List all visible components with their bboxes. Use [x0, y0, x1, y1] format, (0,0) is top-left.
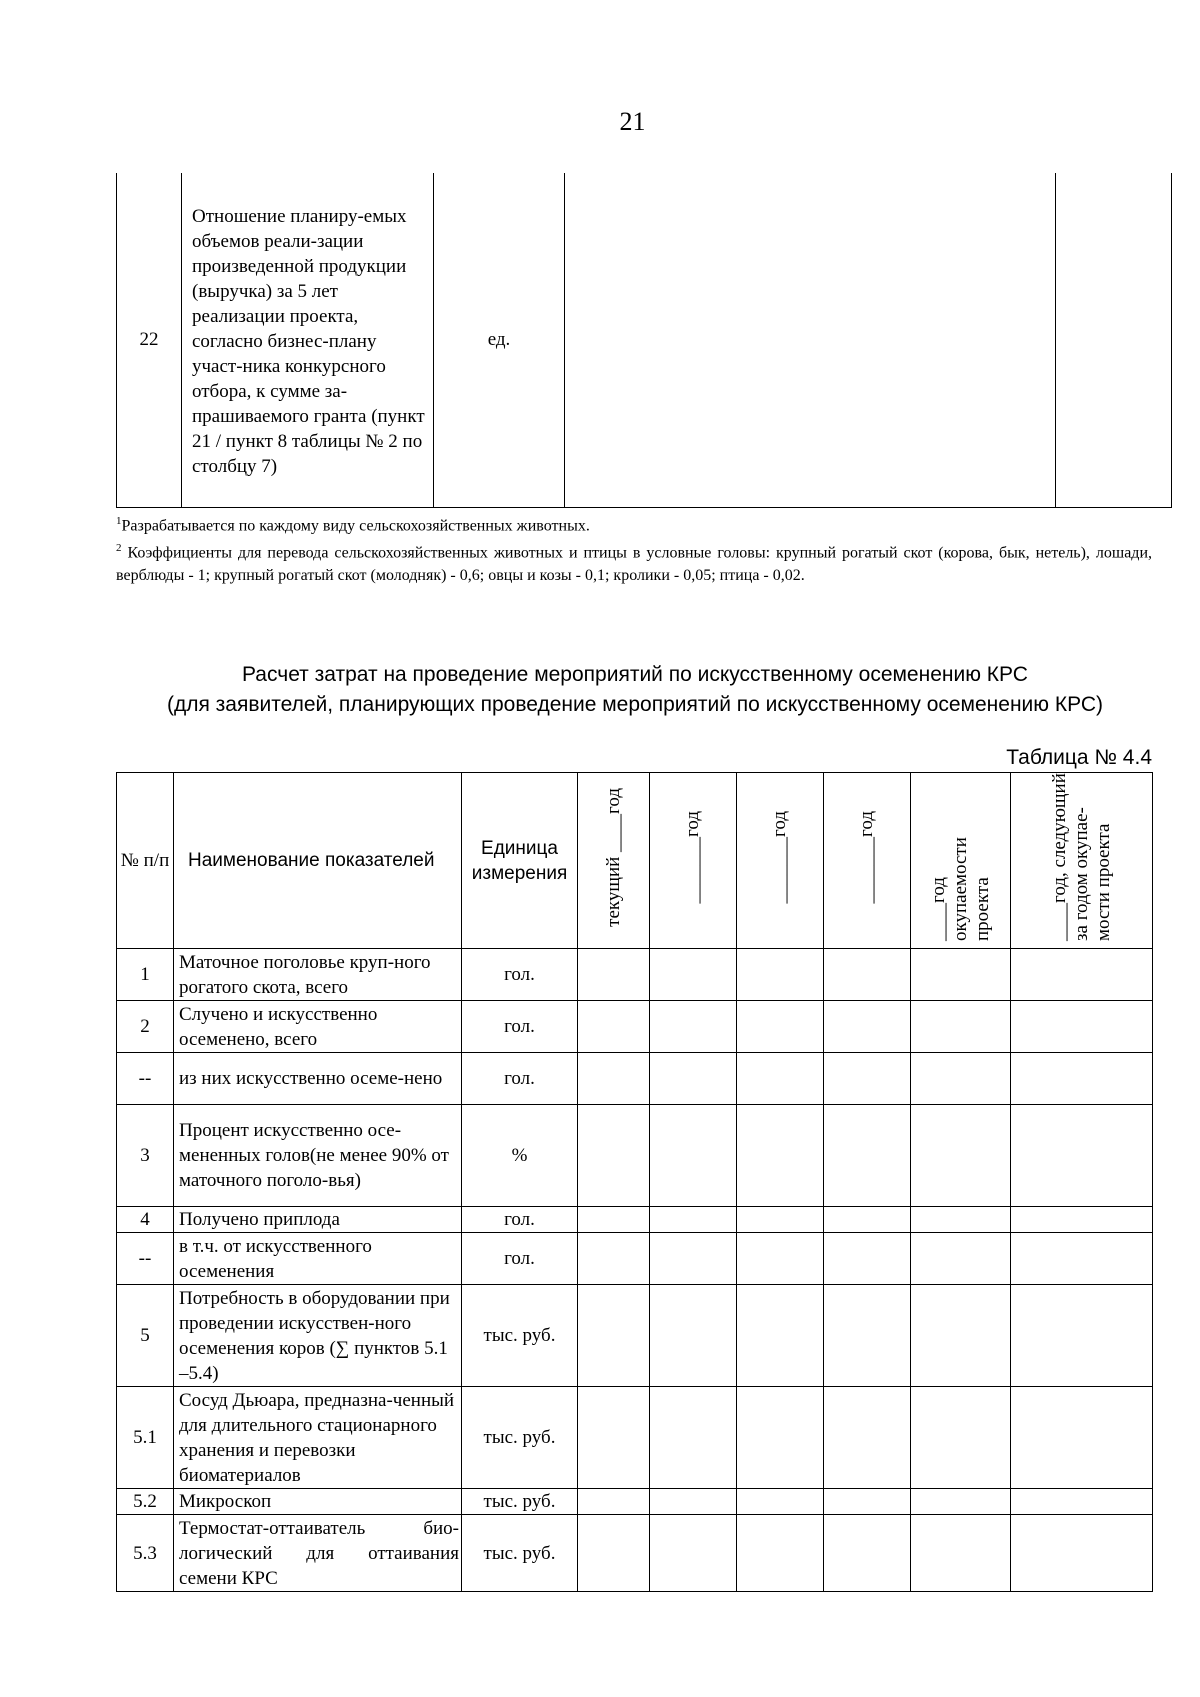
value-cell	[911, 1489, 1011, 1515]
row-number: 5	[117, 1285, 174, 1387]
row-number: --	[117, 1053, 174, 1105]
value-cell	[824, 1387, 911, 1489]
header-row	[117, 773, 1153, 949]
value-cell	[650, 949, 737, 1001]
unit-cell: %	[462, 1105, 578, 1207]
indicator-name: Термостат-оттаиватель био-логический для оттаивания семени КРС	[174, 1515, 462, 1592]
value-cell	[650, 1001, 737, 1053]
value-cell	[1011, 1489, 1153, 1515]
indicator-name: Маточное поголовье круп-ного рогатого скота, всего	[174, 949, 462, 1001]
value-cell	[1011, 1285, 1153, 1387]
value-cell	[650, 1105, 737, 1207]
unit-cell: гол.	[462, 1053, 578, 1105]
value-cell	[650, 1053, 737, 1105]
table-row	[117, 1053, 1153, 1105]
footnote-2: $^2$ Коэффициенты для перевода сельскохозяйственных животных и птицы в условные головы: крупный рогатый скот (корова, бык, нетель), лошади, верблюды - 1; крупный рогатый скот (молодняк) - 0,6; овцы и козы - 0,1; кролики - 0,05; птица - 0,02.	[116, 542, 1152, 584]
value-cell	[1011, 949, 1153, 1001]
section-title: Расчет затрат на проведение мероприятий по искусственному осеменению КРС (для заявителей, планирующих проведение мероприятий по искусственному осеменению КРС)	[166, 663, 1104, 716]
value-cell	[911, 1515, 1011, 1592]
value-cell	[824, 1233, 911, 1285]
row-number: 4	[117, 1207, 174, 1233]
unit-cell: гол.	[462, 1207, 578, 1233]
value-cell	[911, 1053, 1011, 1105]
value-cell	[650, 1285, 737, 1387]
footnotes	[116, 510, 1152, 587]
unit-cell: гол.	[462, 1233, 578, 1285]
unit-cell: ед.	[434, 173, 565, 507]
row-number: 1	[117, 949, 174, 1001]
value-cell	[824, 1105, 911, 1207]
value-cell	[578, 1285, 650, 1387]
indicator-name: Потребность в оборудовании при проведении искусствен-ного осеменения коров (∑ пунктов 5.1 –5.4)	[174, 1285, 462, 1387]
value-cell	[824, 1285, 911, 1387]
table-row	[117, 1207, 1153, 1233]
header-year-1: текущий ____год	[578, 773, 650, 949]
row-number: 5.3	[117, 1515, 174, 1592]
value-cell	[911, 1105, 1011, 1207]
row-number: 3	[117, 1105, 174, 1207]
value-cell	[578, 1233, 650, 1285]
unit-cell: тыс. руб.	[462, 1515, 578, 1592]
value-cell	[737, 1489, 824, 1515]
unit-cell: тыс. руб.	[462, 1387, 578, 1489]
indicator-name: Случено и искусственно осеменено, всего	[174, 1001, 462, 1053]
value-cell	[650, 1233, 737, 1285]
value-cell	[578, 1105, 650, 1207]
table-row	[117, 1001, 1153, 1053]
indicator-name: Сосуд Дьюара, предназна-ченный для длительного стационарного хранения и перевозки биоматериалов	[174, 1387, 462, 1489]
value-cell	[737, 1053, 824, 1105]
value-cell	[737, 949, 824, 1001]
table-row	[117, 1105, 1153, 1207]
value-cell	[1011, 1105, 1153, 1207]
value-cell	[737, 1515, 824, 1592]
indicator-name: в т.ч. от искусственного осеменения	[174, 1233, 462, 1285]
table-row	[117, 1233, 1153, 1285]
value-cell	[1011, 1387, 1153, 1489]
header-year-2: _______год	[650, 773, 737, 949]
indicator-name: из них искусственно осеме-нено	[174, 1053, 462, 1105]
indicator-name: Отношение планиру-емых объемов реали-зации произведенной продукции (выручка) за 5 лет реализации проекта, согласно бизнес-плану участ-ника конкурсного отбора, к сумме за-прашиваемого гранта (пункт 21 / пункт 8 таблицы № 2 по столбцу 7)	[182, 173, 434, 507]
table-row	[117, 1387, 1153, 1489]
cost-table	[116, 772, 1153, 1592]
value-cell	[824, 1489, 911, 1515]
table-row	[117, 949, 1153, 1001]
value-cell	[911, 1233, 1011, 1285]
value-cell	[578, 949, 650, 1001]
value-cell	[1011, 1207, 1153, 1233]
footnote-1: $^1$Разрабатывается по каждому виду сельскохозяйственных животных.	[116, 515, 590, 535]
header-indicator: Наименование показателей	[174, 773, 462, 949]
value-cell	[565, 173, 1056, 507]
value-cell	[650, 1387, 737, 1489]
indicator-name: Получено приплода	[174, 1207, 462, 1233]
header-year-4: _______год	[824, 773, 911, 949]
header-year-3: _______год	[737, 773, 824, 949]
unit-cell: гол.	[462, 1001, 578, 1053]
continuation-table	[116, 173, 1172, 508]
indicator-name: Процент искусственно осе-мененных голов(не менее 90% от маточного поголо-вья)	[174, 1105, 462, 1207]
value-cell	[824, 1207, 911, 1233]
value-cell	[1011, 1001, 1153, 1053]
value-cell	[737, 1207, 824, 1233]
value-cell	[824, 1053, 911, 1105]
value-cell	[578, 1207, 650, 1233]
value-cell	[911, 949, 1011, 1001]
unit-cell: гол.	[462, 949, 578, 1001]
value-cell	[737, 1285, 824, 1387]
value-cell	[911, 1387, 1011, 1489]
header-year-payback: ____год окупаемости проекта	[911, 773, 1011, 949]
value-cell	[824, 949, 911, 1001]
indicator-name: Микроскоп	[174, 1489, 462, 1515]
value-cell	[578, 1489, 650, 1515]
value-cell	[578, 1053, 650, 1105]
value-cell	[911, 1285, 1011, 1387]
header-number: № п/п	[117, 773, 174, 949]
value-cell	[737, 1233, 824, 1285]
value-cell	[578, 1001, 650, 1053]
row-number: 5.1	[117, 1387, 174, 1489]
table-row	[117, 1489, 1153, 1515]
value-cell	[737, 1001, 824, 1053]
value-cell	[578, 1387, 650, 1489]
value-cell	[737, 1105, 824, 1207]
table-label: Таблица № 4.4	[1006, 746, 1152, 769]
value-cell	[650, 1515, 737, 1592]
table-row	[117, 1515, 1153, 1592]
value-cell	[911, 1207, 1011, 1233]
row-number: --	[117, 1233, 174, 1285]
row-number: 5.2	[117, 1489, 174, 1515]
value-cell	[824, 1515, 911, 1592]
value-cell	[824, 1001, 911, 1053]
value-cell	[737, 1387, 824, 1489]
table-row	[117, 1285, 1153, 1387]
header-year-after-payback: ____год, следующий за годом окупае-мости проекта	[1011, 773, 1153, 949]
value-cell	[650, 1207, 737, 1233]
value-cell	[578, 1515, 650, 1592]
page-number: 21	[619, 107, 646, 136]
value-cell	[911, 1001, 1011, 1053]
value-cell	[1011, 1053, 1153, 1105]
row-number: 2	[117, 1001, 174, 1053]
value-cell	[1056, 173, 1172, 507]
value-cell	[1011, 1515, 1153, 1592]
value-cell	[650, 1489, 737, 1515]
header-unit: Единица измерения	[462, 773, 578, 949]
row-number: 22	[117, 173, 182, 507]
unit-cell: тыс. руб.	[462, 1285, 578, 1387]
table-row	[117, 173, 1172, 507]
value-cell	[1011, 1233, 1153, 1285]
unit-cell: тыс. руб.	[462, 1489, 578, 1515]
